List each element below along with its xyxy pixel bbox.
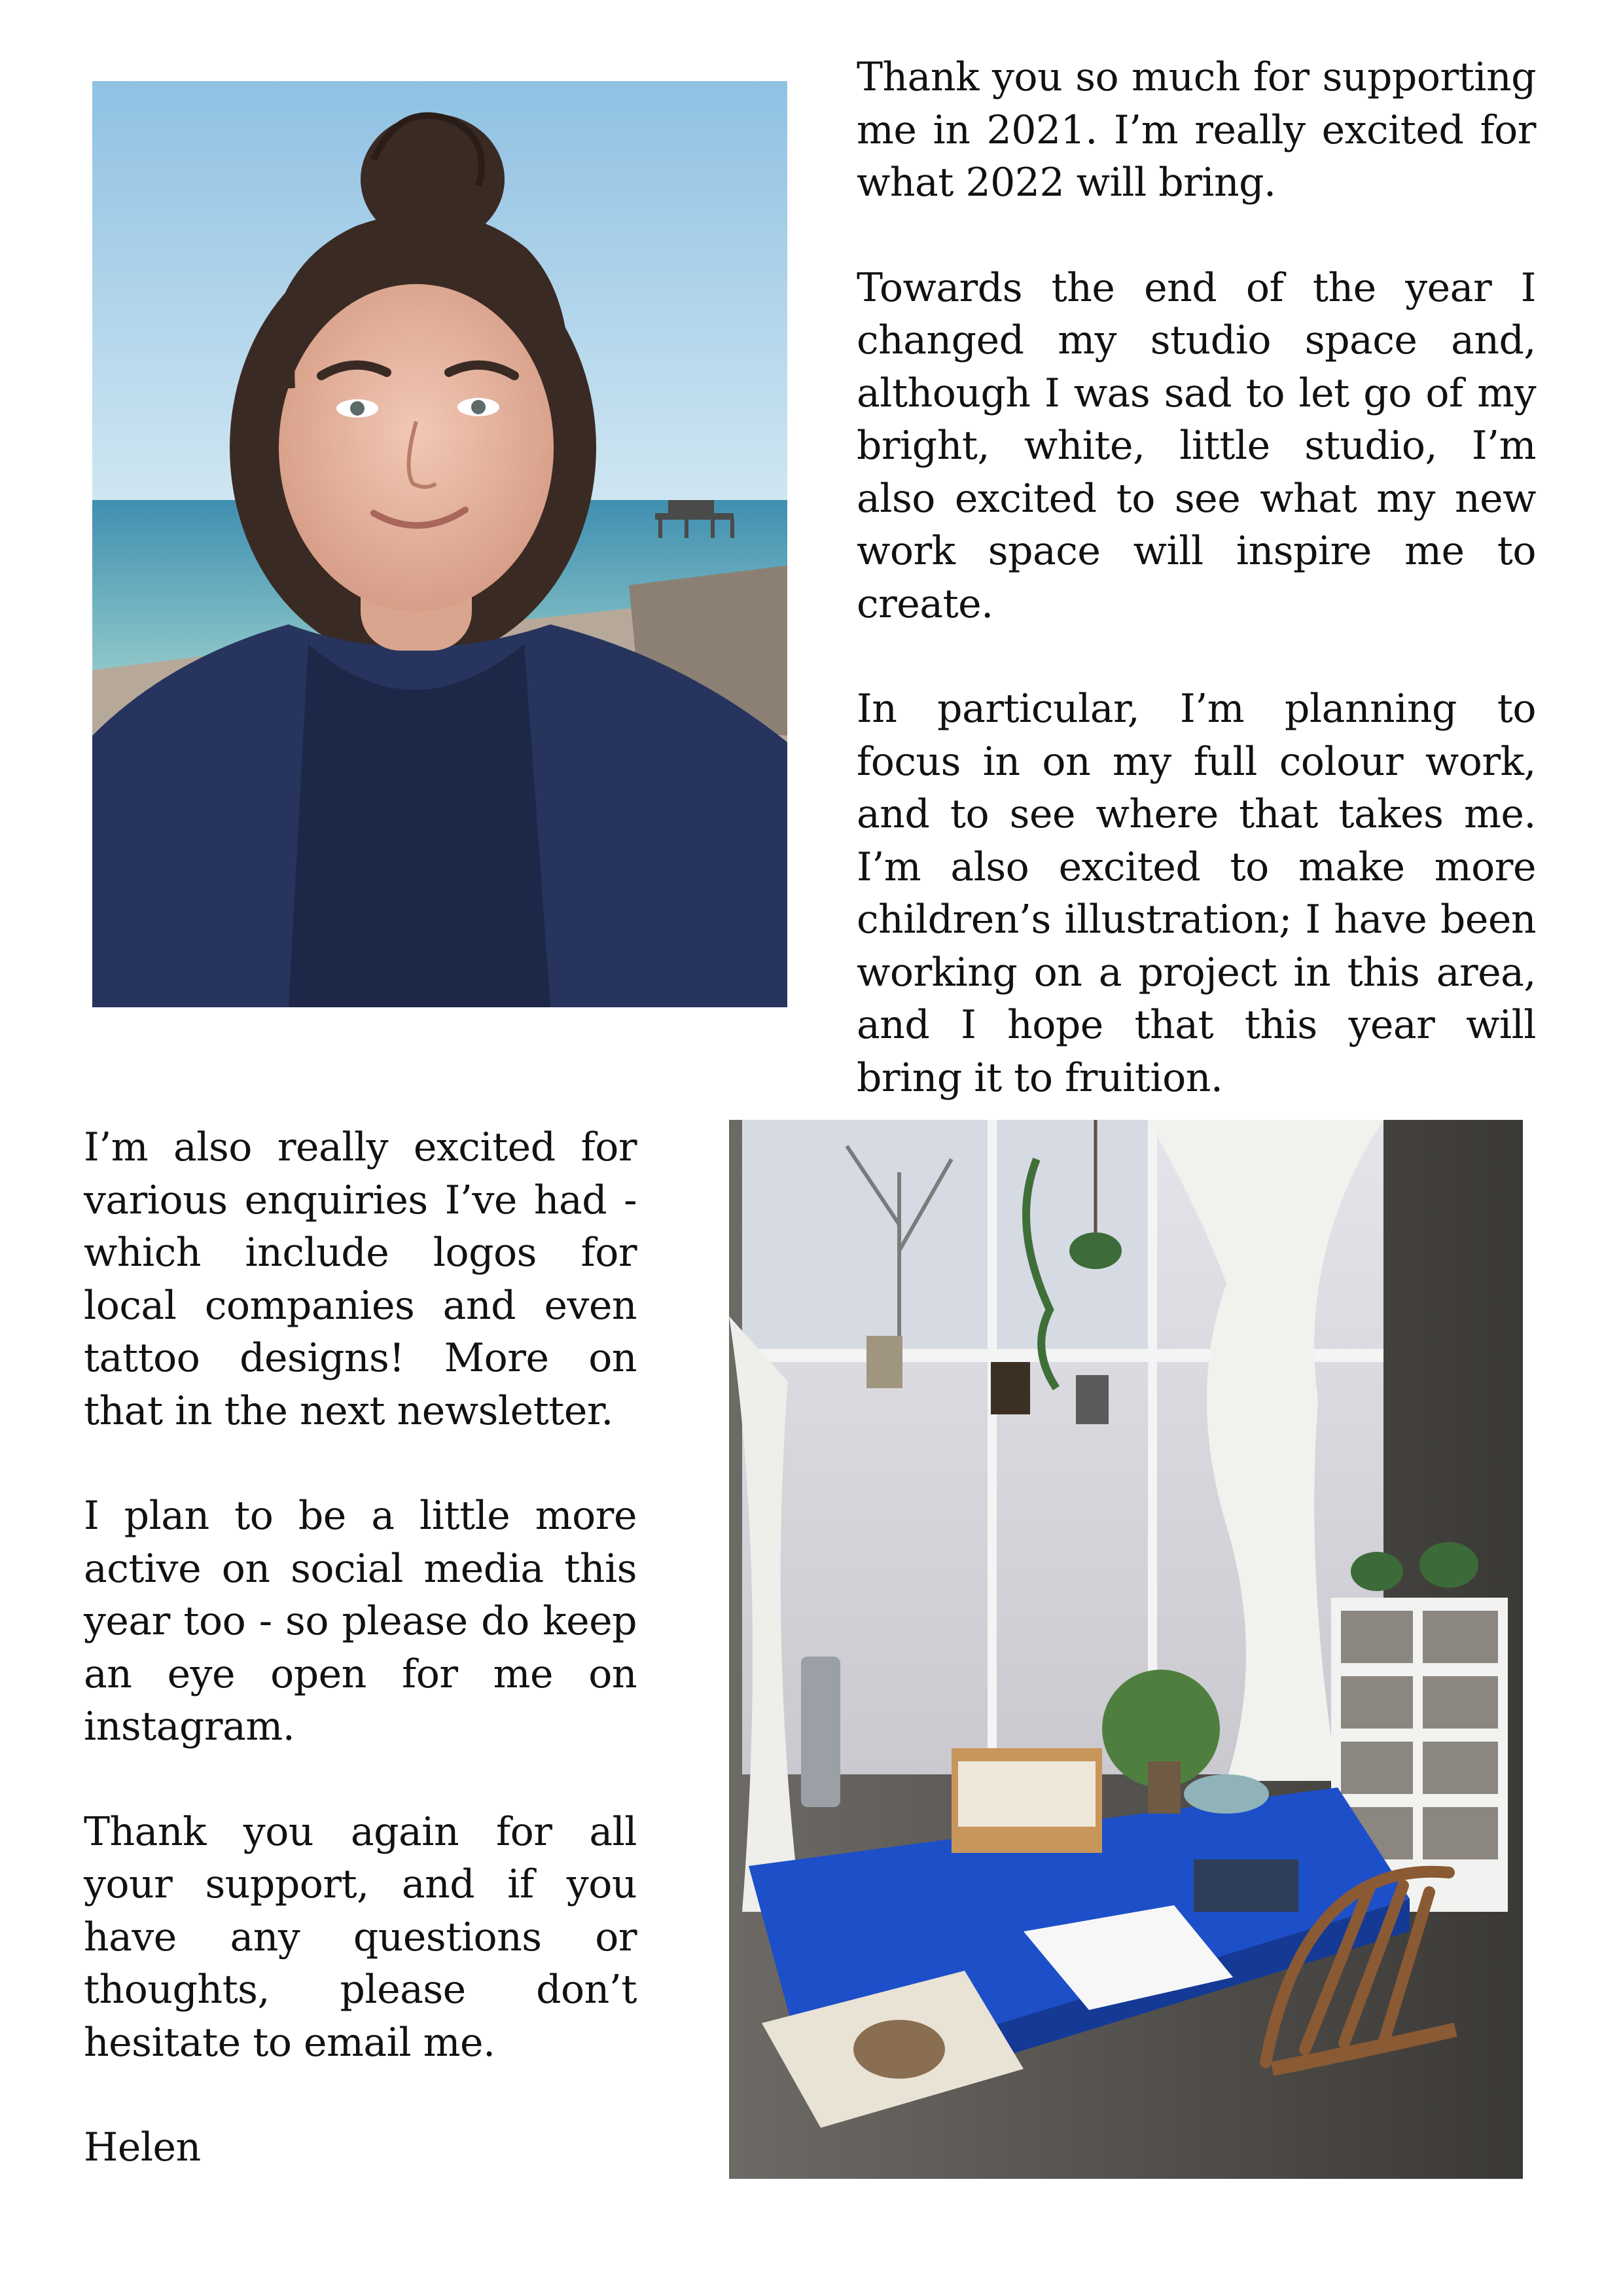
- outro-paragraph-2: I plan to be a little more active on social media this year too - so please do keep an eye open for me on instagram.: [84, 1493, 637, 1749]
- intro-paragraph-2: Towards the end of the year I changed my studio space and, although I was sad to let go of my bright, white, little studio, I’m also excited to see what my new work space will inspire me to create.: [857, 264, 1536, 627]
- signature: Helen: [84, 2125, 201, 2170]
- intro-text-column: [857, 51, 1536, 1157]
- studio-illustration: [729, 1120, 1523, 2179]
- outro-paragraph-3: Thank you again for all your support, and if you have any questions or thoughts, please don’t hesitate to email me.: [84, 1808, 637, 2066]
- portrait-photo: [92, 81, 787, 1007]
- outro-paragraph-1: I’m also really excited for various enquiries I’ve had - which include logos for local companies and even tattoo designs! More on that in the next newsletter.: [84, 1124, 637, 1434]
- studio-photo: [729, 1120, 1523, 2179]
- intro-paragraph-3: In particular, I’m planning to focus in on my full colour work, and to see where that takes me. I’m also excited to make more children’s illustration; I have been working on a project in this area, and I hope that this year will bring it to fruition.: [857, 686, 1536, 1101]
- outro-text-column: [84, 1121, 637, 2174]
- portrait-illustration: [92, 81, 787, 1007]
- intro-paragraph-1: Thank you so much for supporting me in 2021. I’m really excited for what 2022 will bring.: [857, 54, 1536, 206]
